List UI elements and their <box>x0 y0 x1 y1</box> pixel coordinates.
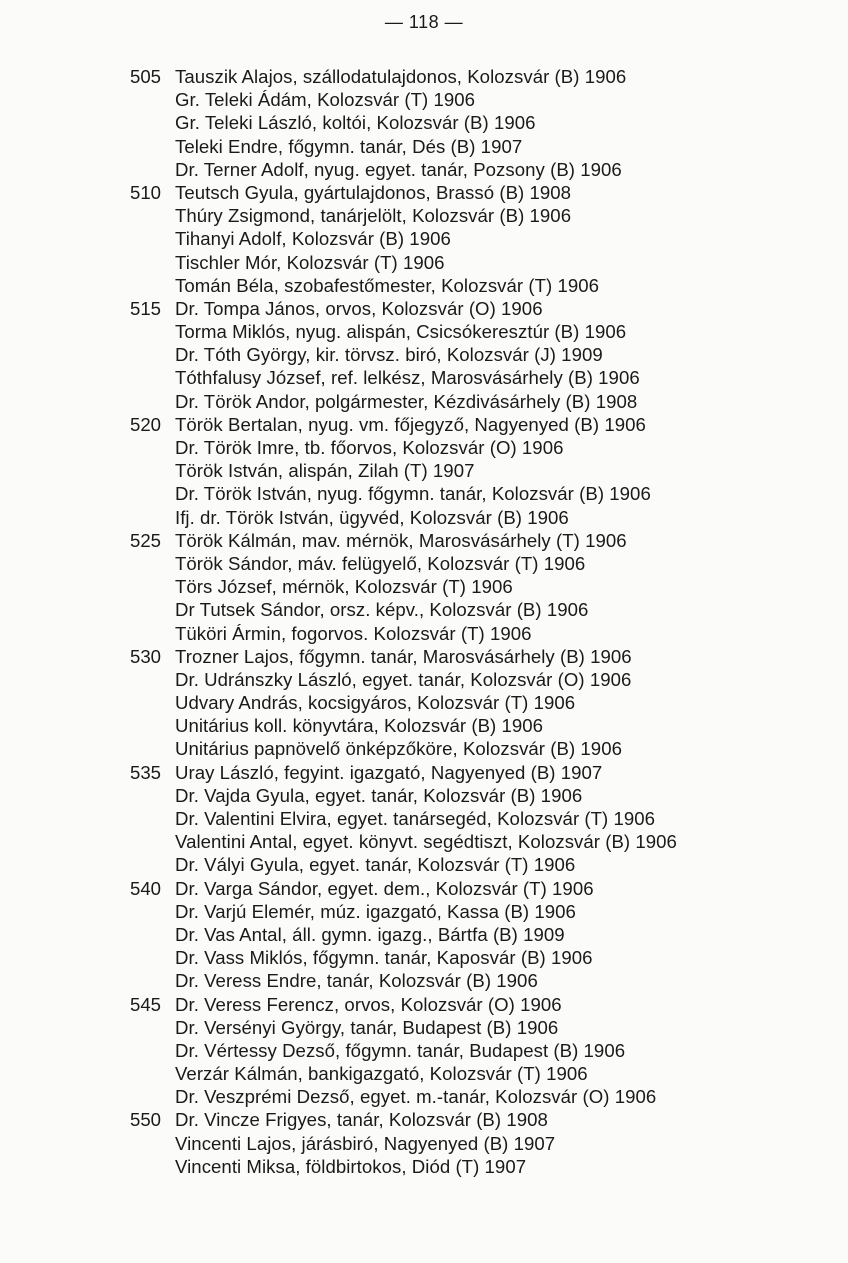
entry-text: Dr. Török Imre, tb. főorvos, Kolozsvár (O) 1906 <box>175 437 564 458</box>
list-item <box>0 622 848 645</box>
list-item <box>0 853 848 876</box>
list-item <box>0 204 848 227</box>
list-item <box>0 714 848 737</box>
entry-text: Tomán Béla, szobafestőmester, Kolozsvár (T) 1906 <box>175 274 600 296</box>
list-item <box>0 135 848 158</box>
list-item <box>0 807 848 830</box>
entry-text: Dr. Valentini Elvira, egyet. tanársegéd, Kolozsvár (T) 1906 <box>175 808 656 829</box>
list-item <box>0 737 848 760</box>
entry-text: Török Kálmán, mav. mérnök, Marosvásárhely (T) 1906 <box>175 529 627 551</box>
list-item <box>0 1016 848 1039</box>
list-item <box>0 251 848 274</box>
list-item <box>0 413 848 436</box>
entry-number: 545 <box>130 993 162 1015</box>
entry-number: 540 <box>130 877 162 899</box>
entry-text: Tauszik Alajos, szállodatulajdonos, Kolozsvár (B) 1906 <box>175 66 627 87</box>
list-item <box>0 320 848 343</box>
list-item <box>0 88 848 111</box>
entry-text: Dr. Vas Antal, áll. gymn. igazg., Bártfa (B) 1909 <box>175 923 565 945</box>
list-item <box>0 274 848 297</box>
entry-text: Dr. Vass Miklós, főgymn. tanár, Kaposvár (B) 1906 <box>175 947 593 969</box>
entry-text: Vincenti Miksa, földbirtokos, Diód (T) 1907 <box>175 1155 527 1177</box>
list-item <box>0 1085 848 1108</box>
entry-text: Uray László, fegyint. igazgató, Nagyenyed (B) 1907 <box>175 761 603 783</box>
entry-text: Dr. Varjú Elemér, múz. igazgató, Kassa (B) 1906 <box>175 900 576 922</box>
entry-text: Dr. Török István, nyug. főgymn. tanár, Kolozsvár (B) 1906 <box>175 483 651 505</box>
list-item <box>0 668 848 691</box>
list-item <box>0 552 848 575</box>
list-item <box>0 923 848 946</box>
entry-text: Torma Miklós, nyug. alispán, Csicsókeresztúr (B) 1906 <box>175 321 627 343</box>
list-item <box>0 482 848 505</box>
entry-text: Török Bertalan, nyug. vm. főjegyző, Nagyenyed (B) 1906 <box>175 413 646 435</box>
member-list <box>0 65 848 1178</box>
entry-text: Ifj. dr. Török István, ügyvéd, Kolozsvár (B) 1906 <box>175 506 569 528</box>
entry-text: Dr. Vályi Gyula, egyet. tanár, Kolozsvár (T) 1906 <box>175 854 576 876</box>
list-item <box>0 575 848 598</box>
entry-text: Trozner Lajos, főgymn. tanár, Marosvásárhely (B) 1906 <box>175 645 632 667</box>
entry-text: Dr. Török Andor, polgármester, Kézdivásárhely (B) 1908 <box>175 390 638 412</box>
entry-text: Tihanyi Adolf, Kolozsvár (B) 1906 <box>175 228 451 250</box>
entry-text: Dr. Veress Ferencz, orvos, Kolozsvár (O) 1906 <box>175 993 562 1015</box>
list-item <box>0 390 848 413</box>
entry-text: Thúry Zsigmond, tanárjelölt, Kolozsvár (B) 1906 <box>175 205 572 227</box>
entry-text: Dr. Tóth György, kir. törvsz. biró, Kolozsvár (J) 1909 <box>175 344 603 366</box>
entry-number: 550 <box>130 1109 162 1131</box>
list-item <box>0 436 848 459</box>
entry-text: Törs József, mérnök, Kolozsvár (T) 1906 <box>175 576 513 598</box>
list-item <box>0 691 848 714</box>
entry-text: Gr. Teleki Ádám, Kolozsvár (T) 1906 <box>175 89 476 111</box>
entry-text: Teleki Endre, főgymn. tanár, Dés (B) 1907 <box>175 135 523 157</box>
entry-number: 515 <box>130 297 162 319</box>
list-item <box>0 1039 848 1062</box>
entry-text: Tüköri Ármin, fogorvos. Kolozsvár (T) 1906 <box>175 622 532 644</box>
list-item <box>0 1132 848 1155</box>
list-item <box>0 1155 848 1178</box>
list-item <box>0 343 848 366</box>
list-item <box>0 993 848 1016</box>
list-item <box>0 598 848 621</box>
list-item <box>0 1062 848 1085</box>
entry-text: Vincenti Lajos, járásbiró, Nagyenyed (B) 1907 <box>175 1132 556 1154</box>
entry-text: Verzár Kálmán, bankigazgató, Kolozsvár (T) 1906 <box>175 1063 588 1085</box>
list-item <box>0 181 848 204</box>
entry-number: 530 <box>130 645 162 667</box>
list-item <box>0 830 848 853</box>
list-item <box>0 158 848 181</box>
entry-text: Török Sándor, máv. felügyelő, Kolozsvár (T) 1906 <box>175 552 586 574</box>
list-item <box>0 1108 848 1131</box>
list-item <box>0 506 848 529</box>
entry-text: Valentini Antal, egyet. könyvt. segédtiszt, Kolozsvár (B) 1906 <box>175 831 677 853</box>
entry-text: Dr. Varga Sándor, egyet. dem., Kolozsvár (T) 1906 <box>175 877 594 899</box>
entry-text: Dr. Udránszky László, egyet. tanár, Kolozsvár (O) 1906 <box>175 668 632 690</box>
list-item <box>0 227 848 250</box>
list-item <box>0 366 848 389</box>
entry-text: Teutsch Gyula, gyártulajdonos, Brassó (B) 1908 <box>175 181 572 203</box>
entry-text: Tóthfalusy József, ref. lelkész, Marosvásárhely (B) 1906 <box>175 367 640 389</box>
entry-number: 520 <box>130 413 162 435</box>
list-item <box>0 784 848 807</box>
list-item <box>0 65 848 88</box>
entry-number: 510 <box>130 181 162 203</box>
entry-text: Dr. Tompa János, orvos, Kolozsvár (O) 1906 <box>175 297 543 319</box>
entry-text: Gr. Teleki László, koltói, Kolozsvár (B) 1906 <box>175 112 536 134</box>
entry-text: Dr. Vajda Gyula, egyet. tanár, Kolozsvár (B) 1906 <box>175 784 583 806</box>
list-item <box>0 529 848 552</box>
list-item <box>0 969 848 992</box>
entry-text: Dr. Versényi György, tanár, Budapest (B) 1906 <box>175 1016 559 1038</box>
page-number: — 118 — <box>384 12 464 32</box>
list-item <box>0 761 848 784</box>
entry-text: Tischler Mór, Kolozsvár (T) 1906 <box>175 251 445 273</box>
entry-number: 525 <box>130 529 162 551</box>
list-item <box>0 877 848 900</box>
entry-text: Dr. Terner Adolf, nyug. egyet. tanár, Pozsony (B) 1906 <box>175 158 622 180</box>
list-item <box>0 297 848 320</box>
list-item <box>0 645 848 668</box>
entry-text: Udvary András, kocsigyáros, Kolozsvár (T) 1906 <box>175 692 576 714</box>
list-item <box>0 459 848 482</box>
entry-text: Dr. Vértessy Dezső, főgymn. tanár, Budapest (B) 1906 <box>175 1039 626 1061</box>
entry-text: Dr. Vincze Frigyes, tanár, Kolozsvár (B) 1908 <box>175 1109 548 1131</box>
entry-text: Dr Tutsek Sándor, orsz. képv., Kolozsvár (B) 1906 <box>175 599 589 621</box>
list-item <box>0 111 848 134</box>
entry-text: Unitárius koll. könyvtára, Kolozsvár (B) 1906 <box>175 715 544 737</box>
entry-text: Dr. Veszprémi Dezső, egyet. m.-tanár, Kolozsvár (O) 1906 <box>175 1086 657 1108</box>
entry-text: Török István, alispán, Zilah (T) 1907 <box>175 460 475 482</box>
list-item <box>0 900 848 923</box>
entry-text: Unitárius papnövelő önképzőköre, Kolozsvár (B) 1906 <box>175 738 622 760</box>
entry-text: Dr. Veress Endre, tanár, Kolozsvár (B) 1906 <box>175 970 538 992</box>
list-item <box>0 946 848 969</box>
entry-number: 505 <box>130 66 162 87</box>
entry-number: 535 <box>130 761 162 783</box>
